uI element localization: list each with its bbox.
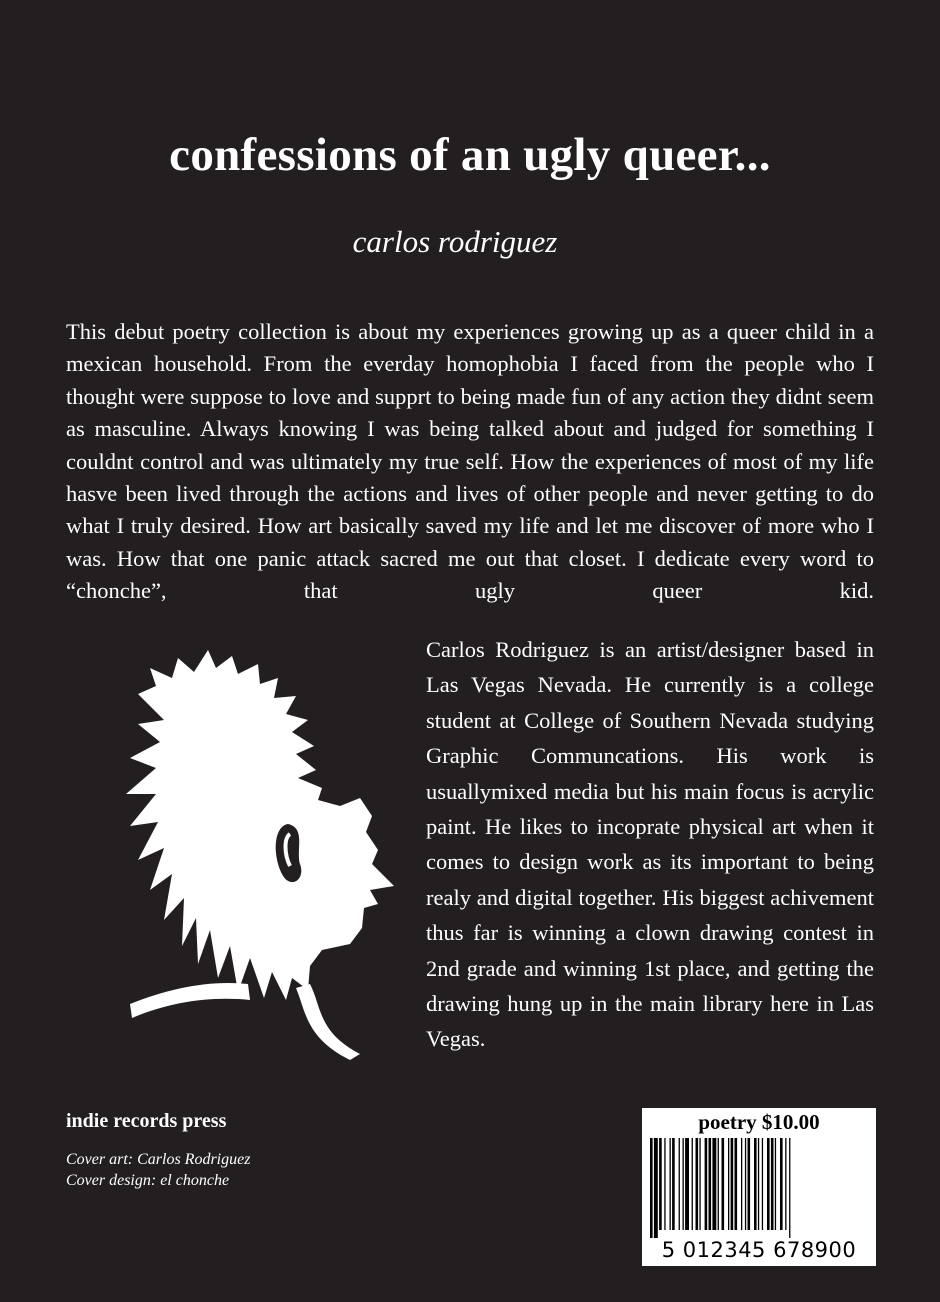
barcode-bar — [709, 1138, 712, 1230]
barcode-bar — [775, 1138, 776, 1230]
barcode-bar — [650, 1138, 653, 1238]
barcode-bar — [685, 1138, 689, 1230]
barcode-bar — [748, 1138, 751, 1230]
barcode-bar — [664, 1138, 665, 1230]
barcode-bar — [659, 1138, 662, 1230]
barcode-bar — [758, 1138, 759, 1230]
barcode-bar — [731, 1138, 734, 1230]
barcode-bar — [654, 1138, 658, 1238]
author-bio: Carlos Rodriguez is an artist/designer based in Las Vegas Nevada. He currently is a college student at College of Southern Nevada studying Graphic Communcations. His work is usuallymixed media but his main focus is acrylic paint. He likes to incoprate physical art when it comes to design work as its important to being realy and digital together. His biggest achivement thus far is winning a clown drawing contest in 2nd grade and winning 1st place, and getting the drawing hung up in the main library here in Las Vegas. — [426, 637, 874, 1052]
barcode-bar — [699, 1138, 700, 1230]
barcode-bar — [741, 1138, 742, 1230]
publisher-name: indie records press — [66, 1110, 227, 1132]
barcode-bar — [683, 1138, 684, 1230]
barcode-bar — [735, 1138, 738, 1230]
author-name: carlos rodriguez — [352, 224, 558, 259]
barcode-bar — [785, 1138, 786, 1230]
barcode-icon — [650, 1138, 868, 1238]
barcode-panel — [642, 1108, 876, 1266]
barcode-bar — [672, 1138, 675, 1230]
barcode-bar — [712, 1138, 716, 1230]
barcode-bar — [705, 1138, 708, 1230]
barcode-bar — [670, 1138, 671, 1230]
book-blurb: This debut poetry collection is about my experiences growing up as a queer child in a mexican household. From the everday homophobia I faced from the people who I thought were suppose to love and supprt to being made fun of any action they didnt seem as masculine. Always knowing I was being talked about and judged for something I couldnt control and was ultimately my true self. How the experiences of most of my life hasve been lived through the actions and lives of other people and never getting to do what I truly desired. How art basically saved my life and let me discover of more who I was. How that one panic attack sacred me out that closet. I dedicate every word to “chonche”, that ugly queer kid. — [66, 319, 874, 604]
barcode-number: 5 012345 678900 — [661, 1238, 857, 1262]
cover-art-credit: Cover art: Carlos Rodriguez — [66, 1151, 251, 1168]
barcode-bar — [767, 1138, 770, 1230]
head-silhouette-icon — [60, 628, 410, 1060]
barcode-bar — [745, 1138, 746, 1230]
barcode-bar — [754, 1138, 757, 1230]
barcode-bar — [692, 1138, 693, 1230]
credits — [66, 1149, 250, 1191]
barcode-bar — [696, 1138, 699, 1230]
price-label: poetry $10.00 — [698, 1110, 820, 1134]
barcode-bar — [718, 1138, 719, 1230]
barcode-bar — [789, 1138, 790, 1238]
barcode-bar — [679, 1138, 680, 1230]
book-title: confessions of an ugly queer... — [169, 129, 771, 181]
barcode-bar — [771, 1138, 774, 1230]
barcode-bar — [728, 1138, 729, 1230]
cover-design-credit: Cover design: el chonche — [66, 1172, 230, 1189]
barcode-bar — [762, 1138, 763, 1230]
barcode-bar — [722, 1138, 725, 1230]
barcode-bar — [780, 1138, 783, 1230]
